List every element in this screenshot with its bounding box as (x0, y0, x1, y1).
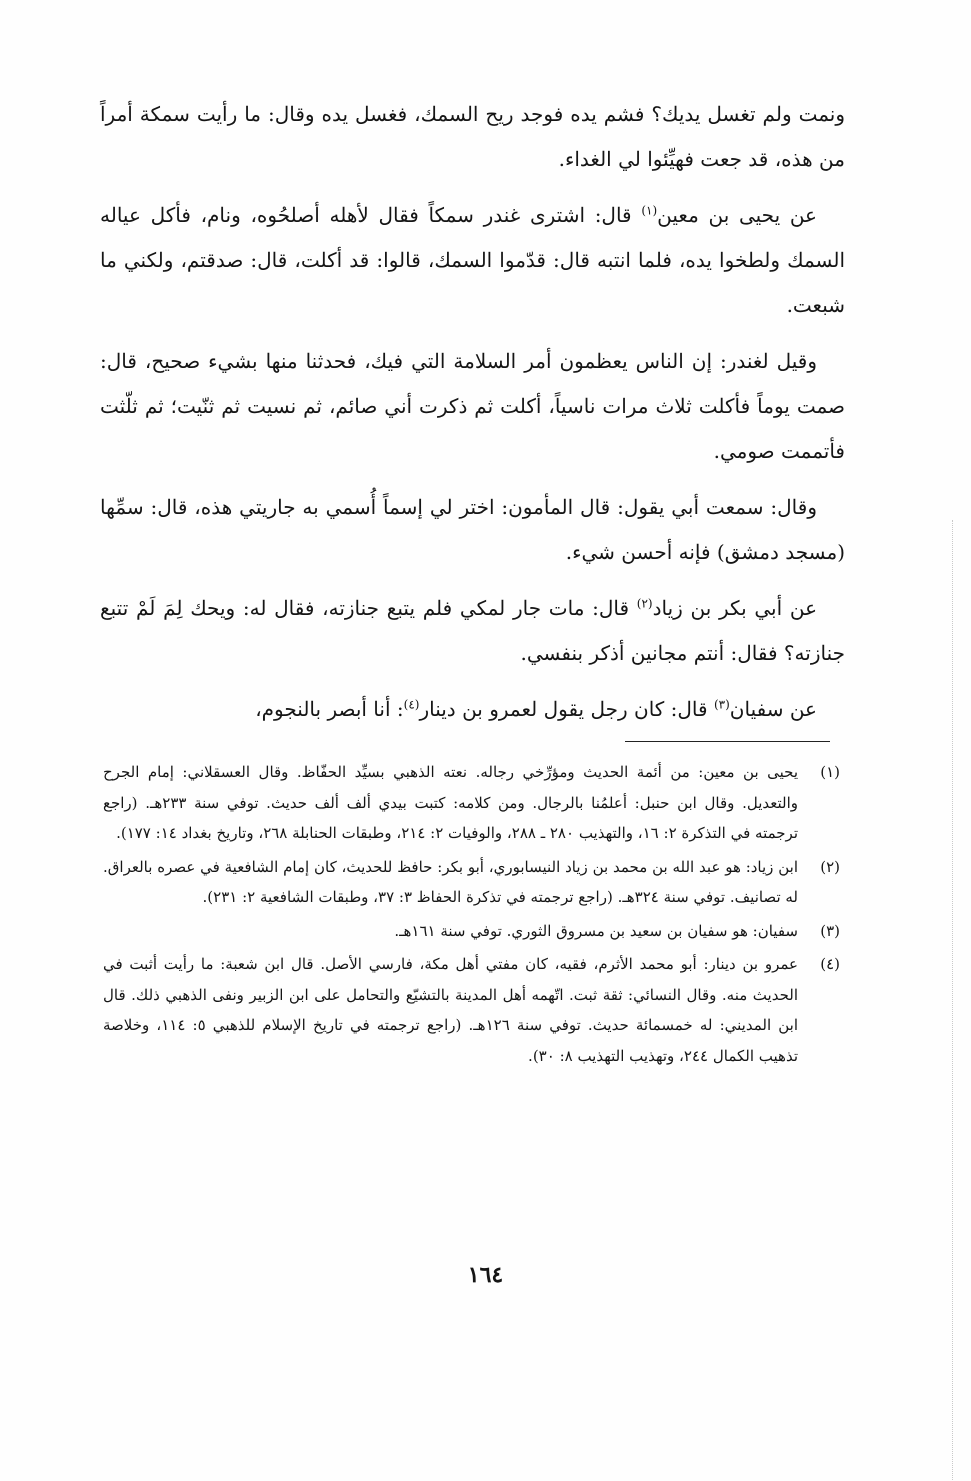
paragraph-5-rest: قال: مات جار لمكي فلم يتبع جنازته، فقال له: ويحك لِمَ لَمْ تتبع جنازته؟ فقال: أنتم مجانين أذكر بنفسي. (100, 596, 845, 665)
footnote-ref-4[interactable]: (٤) (403, 697, 420, 712)
footnote-1 (103, 757, 840, 849)
paragraph-2-start: عن يحيى بن معين (657, 203, 817, 227)
paragraph-4: وقال: سمعت أبي يقول: قال المأمون: اختر لي إسماً أُسمي به جاريتي هذه، قال: سمِّها (مسجد دمشق) فإنه أحسن شيء. (100, 495, 845, 564)
paragraph-6-rest: : أنا أبصر بالنجوم، (255, 697, 404, 721)
paragraph-5 (100, 586, 845, 676)
footnote-text: يحيى بن معين: من أئمة الحديث ومؤرِّخي رجاله. نعته الذهبي بسيِّد الحفّاظ. وقال العسقلاني: إمام الجرح والتعديل. وقال ابن حنبل: أعلمُنا بالرجال. ومن كلامه: كتبت بيدي ألف ألف حديث. توفي سنة ٢٣٣هـ. (راجع ترجمته في التذكرة ٢: ١٦، والتهذيب ٢٨٠ ـ ٢٨٨، والوفيات ٢: ٢١٤، وطبقات الحنابلة ٢٦٨، وتاريخ بغداد ١٤: ١٧٧). (103, 763, 798, 842)
footnote-separator (625, 741, 830, 742)
paragraph-2-rest: قال: اشترى غندر سمكاً فقال لأهله أصلحُوه، ونام، فأكل عياله السمك ولطخوا يده، فلما انتبه قال: قدّموا السمك، قالوا: قد أكلت، قال: صدقتم، ولكني ما شبعت. (100, 203, 845, 317)
paragraph-6 (100, 687, 845, 732)
footnote-text: عمرو بن دينار: أبو محمد الأثرم، فقيه، كان مفتي أهل مكة، فارسي الأصل. قال ابن شعبة: ما رأيت أثبت في الحديث منه. وقال النسائي: ثقة ثبت. اتّهمه أهل المدينة بالتشيّع والتحامل على ابن الزبير ونفى الذهبي ذلك. قال ابن المديني: له خمسمائة حديث. توفي سنة ١٢٦هـ. (راجع ترجمته في تاريخ الإسلام للذهبي ٥: ١١٤، وخلاصة تذهيب الكمال ٢٤٤، وتهذيب التهذيب ٨: ٣٠). (103, 955, 799, 1065)
footnote-3 (103, 916, 840, 947)
paragraph-1: ونمت ولم تغسل يديك؟ فشم يده فوجد ريح السمك، فغسل يده وقال: ما رأيت سمكة أمراً من هذه، قد جعت فهيِّئوا لي الغداء. (100, 102, 845, 171)
scan-edge-mark (952, 520, 953, 1480)
footnote-ref-3[interactable]: (٣) (713, 697, 730, 712)
paragraph-6-start: عن سفيان (729, 697, 817, 721)
footnote-number: (٣) (820, 921, 840, 940)
footnote-4 (103, 949, 840, 1071)
paragraph-5-start: عن أبي بكر بن زياد (652, 596, 818, 620)
paragraph-2 (100, 193, 845, 328)
footnote-number: (٢) (820, 857, 840, 876)
footnote-number: (٤) (820, 955, 840, 973)
page-number: ١٦٤ (467, 1262, 504, 1288)
footnote-ref-1[interactable]: (١) (641, 203, 658, 218)
footnote-number: (١) (820, 763, 840, 781)
footnote-text: ابن زياد: هو عبد الله بن محمد بن زياد النيسابوري، أبو بكر: حافظ للحديث، كان إمام الشافعية في عصره بالعراق. له تصانيف. توفي سنة ٣٢٤هـ. (راجع ترجمته في تذكرة الحفاظ ٣: ٣٧، وطبقات الشافعية ٢: ٢٣١). (103, 857, 798, 906)
footnote-text: سفيان: هو سفيان بن سعيد بن مسروق الثوري. توفي سنة ١٦١هـ. (394, 921, 798, 940)
paragraph-3: وقيل لغندر: إن الناس يعظمون أمر السلامة التي فيك، فحدثنا منها بشيء صحيح، قال: صمت يوماً فأكلت ثلاث مرات ناسياً، أكلت ثم ذكرت أني صائم، ثم نسيت ثم ثنّيت؛ ثم ثلّثت فأتممت صومي. (100, 349, 845, 463)
paragraph-6-mid: قال: كان رجل يقول لعمرو بن دينار (419, 697, 714, 721)
footnote-ref-2[interactable]: (٢) (636, 596, 653, 611)
main-text (100, 92, 845, 743)
footnote-2 (103, 852, 840, 913)
footnotes (103, 757, 840, 1074)
